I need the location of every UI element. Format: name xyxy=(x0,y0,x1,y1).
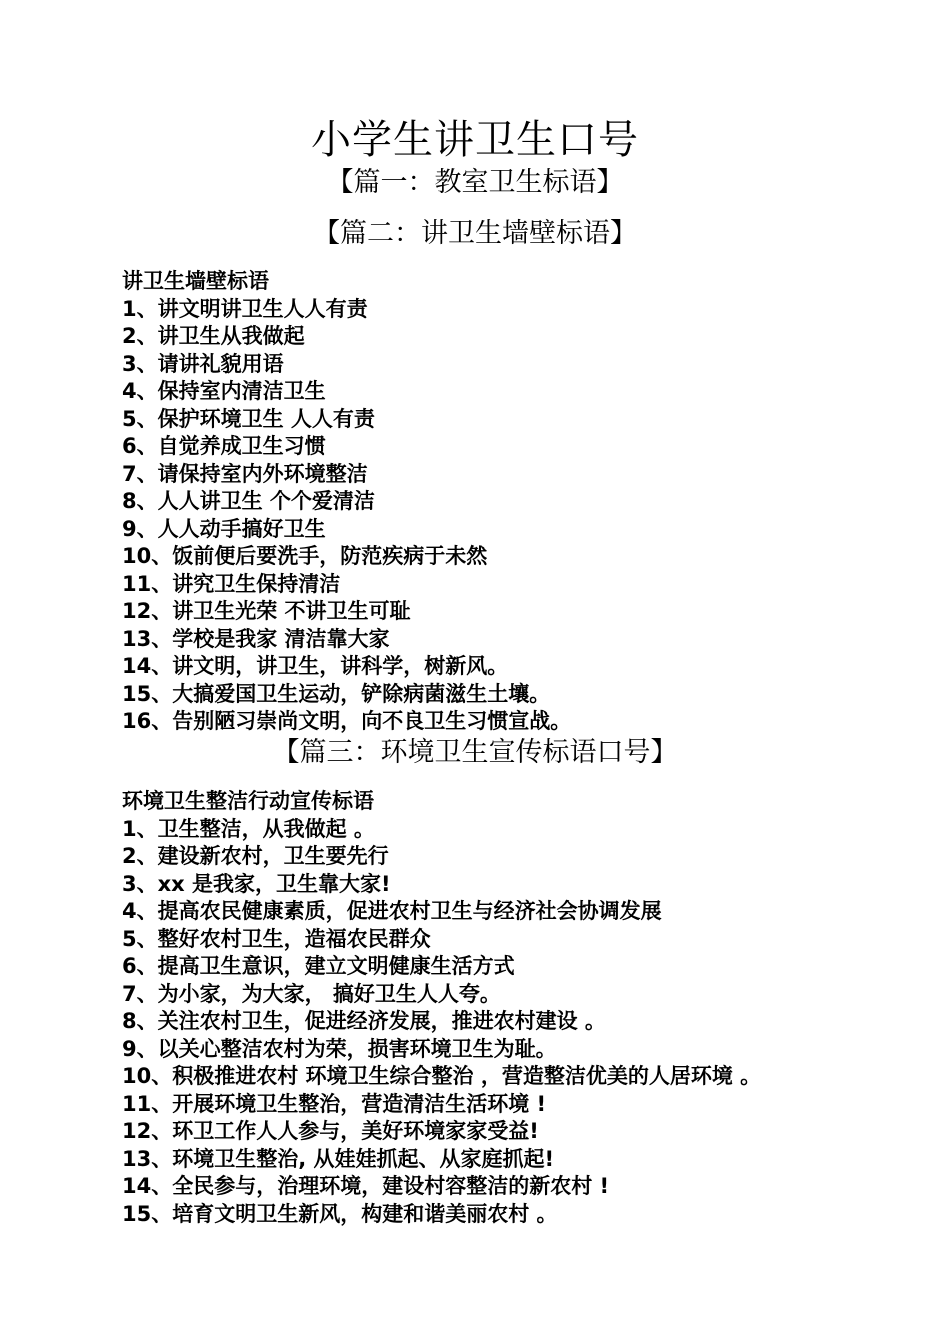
slogan-item: 13、学校是我家 清洁靠大家 xyxy=(122,626,390,651)
slogan-item: 15、培育文明卫生新风，构建和谐美丽农村 。 xyxy=(122,1201,558,1226)
slogan-item: 6、自觉养成卫生习惯 xyxy=(122,434,326,458)
environment-slogans-section xyxy=(122,788,922,1228)
slogan-item: 3、xx 是我家，卫生靠大家! xyxy=(122,871,391,896)
slogan-item: 12、环卫工作人人参与，美好环境家家受益! xyxy=(122,1119,539,1143)
slogan-item: 1、讲文明讲卫生人人有责 xyxy=(122,296,368,321)
slogan-item: 10、积极推进农村 环境卫生综合整治 ，营造整洁优美的人居环境 。 xyxy=(122,1064,762,1088)
slogan-item: 11、讲究卫生保持清洁 xyxy=(122,571,341,596)
part-three-heading: 【篇三：环境卫生宣传标语口号】 xyxy=(272,737,678,768)
slogan-item: 8、人人讲卫生 个个爱清洁 xyxy=(122,489,375,513)
slogan-item: 1、卫生整洁，从我做起 。 xyxy=(122,816,375,841)
slogan-item: 5、整好农村卫生，造福农民群众 xyxy=(122,926,431,951)
slogan-item: 2、讲卫生从我做起 xyxy=(122,324,305,348)
slogan-item: 9、以关心整洁农村为荣，损害环境卫生为耻。 xyxy=(122,1036,557,1061)
slogan-item: 4、提高农民健康素质，促进农村卫生与经济社会协调发展 xyxy=(122,899,662,923)
slogan-item: 15、大搞爱国卫生运动，铲除病菌滋生土壤。 xyxy=(122,681,551,706)
slogan-item: 10、饭前便后要洗手，防范疾病于未然 xyxy=(122,544,488,568)
slogan-item: 13、环境卫生整治, 从娃娃抓起、从家庭抓起! xyxy=(122,1146,555,1171)
slogan-item: 3、请讲礼貌用语 xyxy=(122,351,284,376)
part-two-heading: 【篇二：讲卫生墙壁标语】 xyxy=(313,218,637,249)
section-heading: 环境卫生整洁行动宣传标语 xyxy=(122,789,374,813)
slogan-item: 14、全民参与，治理环境，建设村容整洁的新农村 ! xyxy=(122,1174,610,1198)
slogan-item: 6、提高卫生意识，建立文明健康生活方式 xyxy=(122,954,515,978)
slogan-item: 7、为小家，为大家， 搞好卫生人人夸。 xyxy=(122,981,501,1006)
document-title: 小学生讲卫生口号 xyxy=(311,117,639,163)
part-one-heading: 【篇一：教室卫生标语】 xyxy=(326,167,624,198)
wall-slogans-section xyxy=(122,268,922,736)
slogan-item: 2、建设新农村，卫生要先行 xyxy=(122,844,389,868)
slogan-item: 9、人人动手搞好卫生 xyxy=(122,516,326,541)
slogan-item: 16、告别陋习崇尚文明，向不良卫生习惯宣战。 xyxy=(122,709,572,733)
slogan-item: 12、讲卫生光荣 不讲卫生可耻 xyxy=(122,599,411,623)
slogan-item: 11、开展环境卫生整治，营造清洁生活环境 ! xyxy=(122,1091,547,1116)
slogan-item: 5、保护环境卫生 人人有责 xyxy=(122,406,375,431)
slogan-item: 4、保持室内清洁卫生 xyxy=(122,379,326,403)
slogan-item: 14、讲文明，讲卫生，讲科学，树新风。 xyxy=(122,654,509,678)
section-heading: 讲卫生墙壁标语 xyxy=(122,269,269,293)
slogan-item: 7、请保持室内外环境整洁 xyxy=(122,461,368,486)
slogan-item: 8、关注农村卫生，促进经济发展，推进农村建设 。 xyxy=(122,1009,606,1033)
